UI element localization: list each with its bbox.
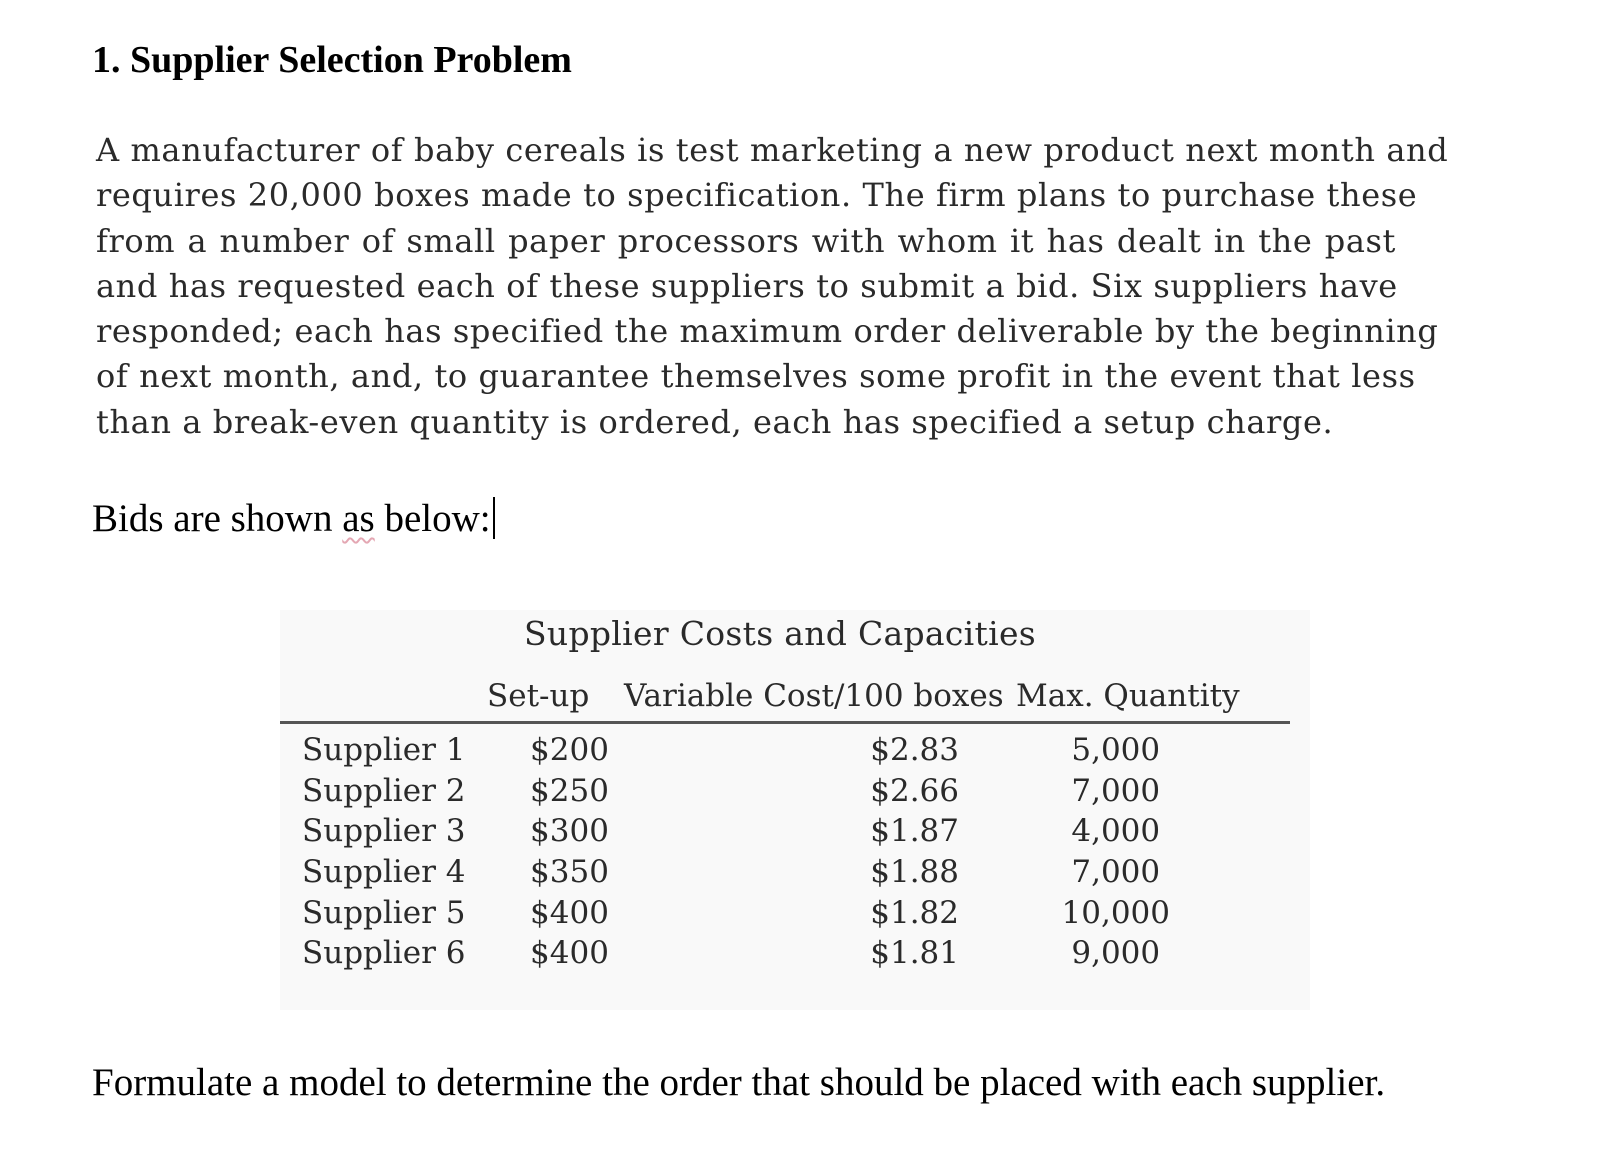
problem-title: 1. Supplier Selection Problem — [92, 39, 572, 81]
max-quantity: 4,000 — [1071, 813, 1161, 850]
setup-cost: $300 — [530, 813, 609, 850]
supplier-table-image — [280, 610, 1310, 1010]
paragraph-line: from a number of small paper processors with whom it has dealt in the past — [96, 221, 1396, 260]
table-row — [280, 852, 1290, 893]
supplier-name: Supplier 4 — [302, 854, 466, 891]
paragraph-line: A manufacturer of baby cereals is test marketing a new product next month and — [96, 131, 1449, 169]
task-instruction: Formulate a model to determine the order that should be placed with each supplier. — [92, 1061, 1386, 1104]
max-quantity: 5,000 — [1071, 732, 1161, 769]
paragraph-line: than a break-even quantity is ordered, each has specified a setup charge. — [96, 402, 1334, 441]
paragraph-line: requires 20,000 boxes made to specification. The firm plans to purchase these — [96, 176, 1418, 215]
max-quantity: 9,000 — [1071, 935, 1161, 972]
table-row — [280, 933, 1290, 974]
setup-cost: $200 — [530, 732, 609, 769]
max-quantity: 7,000 — [1071, 854, 1161, 891]
setup-cost: $250 — [530, 772, 609, 809]
variable-cost: $1.88 — [870, 854, 959, 891]
supplier-table — [280, 730, 1290, 974]
variable-cost: $1.81 — [870, 935, 959, 972]
header-rule — [280, 721, 1290, 724]
supplier-name: Supplier 6 — [302, 935, 466, 972]
variable-cost: $1.82 — [870, 894, 959, 931]
variable-cost: $2.66 — [870, 772, 959, 809]
paragraph-line: and has requested each of these suppliers to submit a bid. Six suppliers have — [96, 266, 1398, 305]
supplier-name: Supplier 2 — [302, 772, 466, 809]
bids-intro-end: below: — [374, 497, 491, 540]
paragraph-line: of next month, and, to guarantee themselves some profit in the event that less — [96, 357, 1416, 396]
max-quantity: 7,000 — [1071, 772, 1161, 809]
table-row — [280, 771, 1290, 812]
text-cursor — [493, 497, 495, 539]
problem-description — [96, 128, 1449, 445]
header-setup: Set-up — [487, 678, 590, 714]
supplier-name: Supplier 5 — [302, 894, 466, 931]
spellcheck-flagged-word[interactable]: as — [342, 497, 375, 540]
supplier-name: Supplier 3 — [302, 813, 466, 850]
variable-cost: $1.87 — [870, 813, 959, 850]
variable-cost: $2.83 — [870, 732, 959, 769]
header-variable-cost: Variable Cost/100 boxes — [624, 678, 1004, 714]
header-max-quantity: Max. Quantity — [1016, 678, 1240, 714]
table-row — [280, 892, 1290, 933]
table-row — [280, 730, 1290, 771]
table-row — [280, 811, 1290, 852]
paragraph-line: responded; each has specified the maximum order deliverable by the beginning — [96, 312, 1439, 351]
table-caption: Supplier Costs and Capacities — [523, 614, 1037, 653]
setup-cost: $400 — [530, 935, 609, 972]
bids-intro-text[interactable] — [92, 496, 495, 542]
setup-cost: $400 — [530, 894, 609, 931]
bids-intro-start: Bids are shown — [92, 497, 343, 540]
supplier-name: Supplier 1 — [302, 732, 466, 769]
max-quantity: 10,000 — [1061, 894, 1170, 931]
setup-cost: $350 — [530, 854, 609, 891]
